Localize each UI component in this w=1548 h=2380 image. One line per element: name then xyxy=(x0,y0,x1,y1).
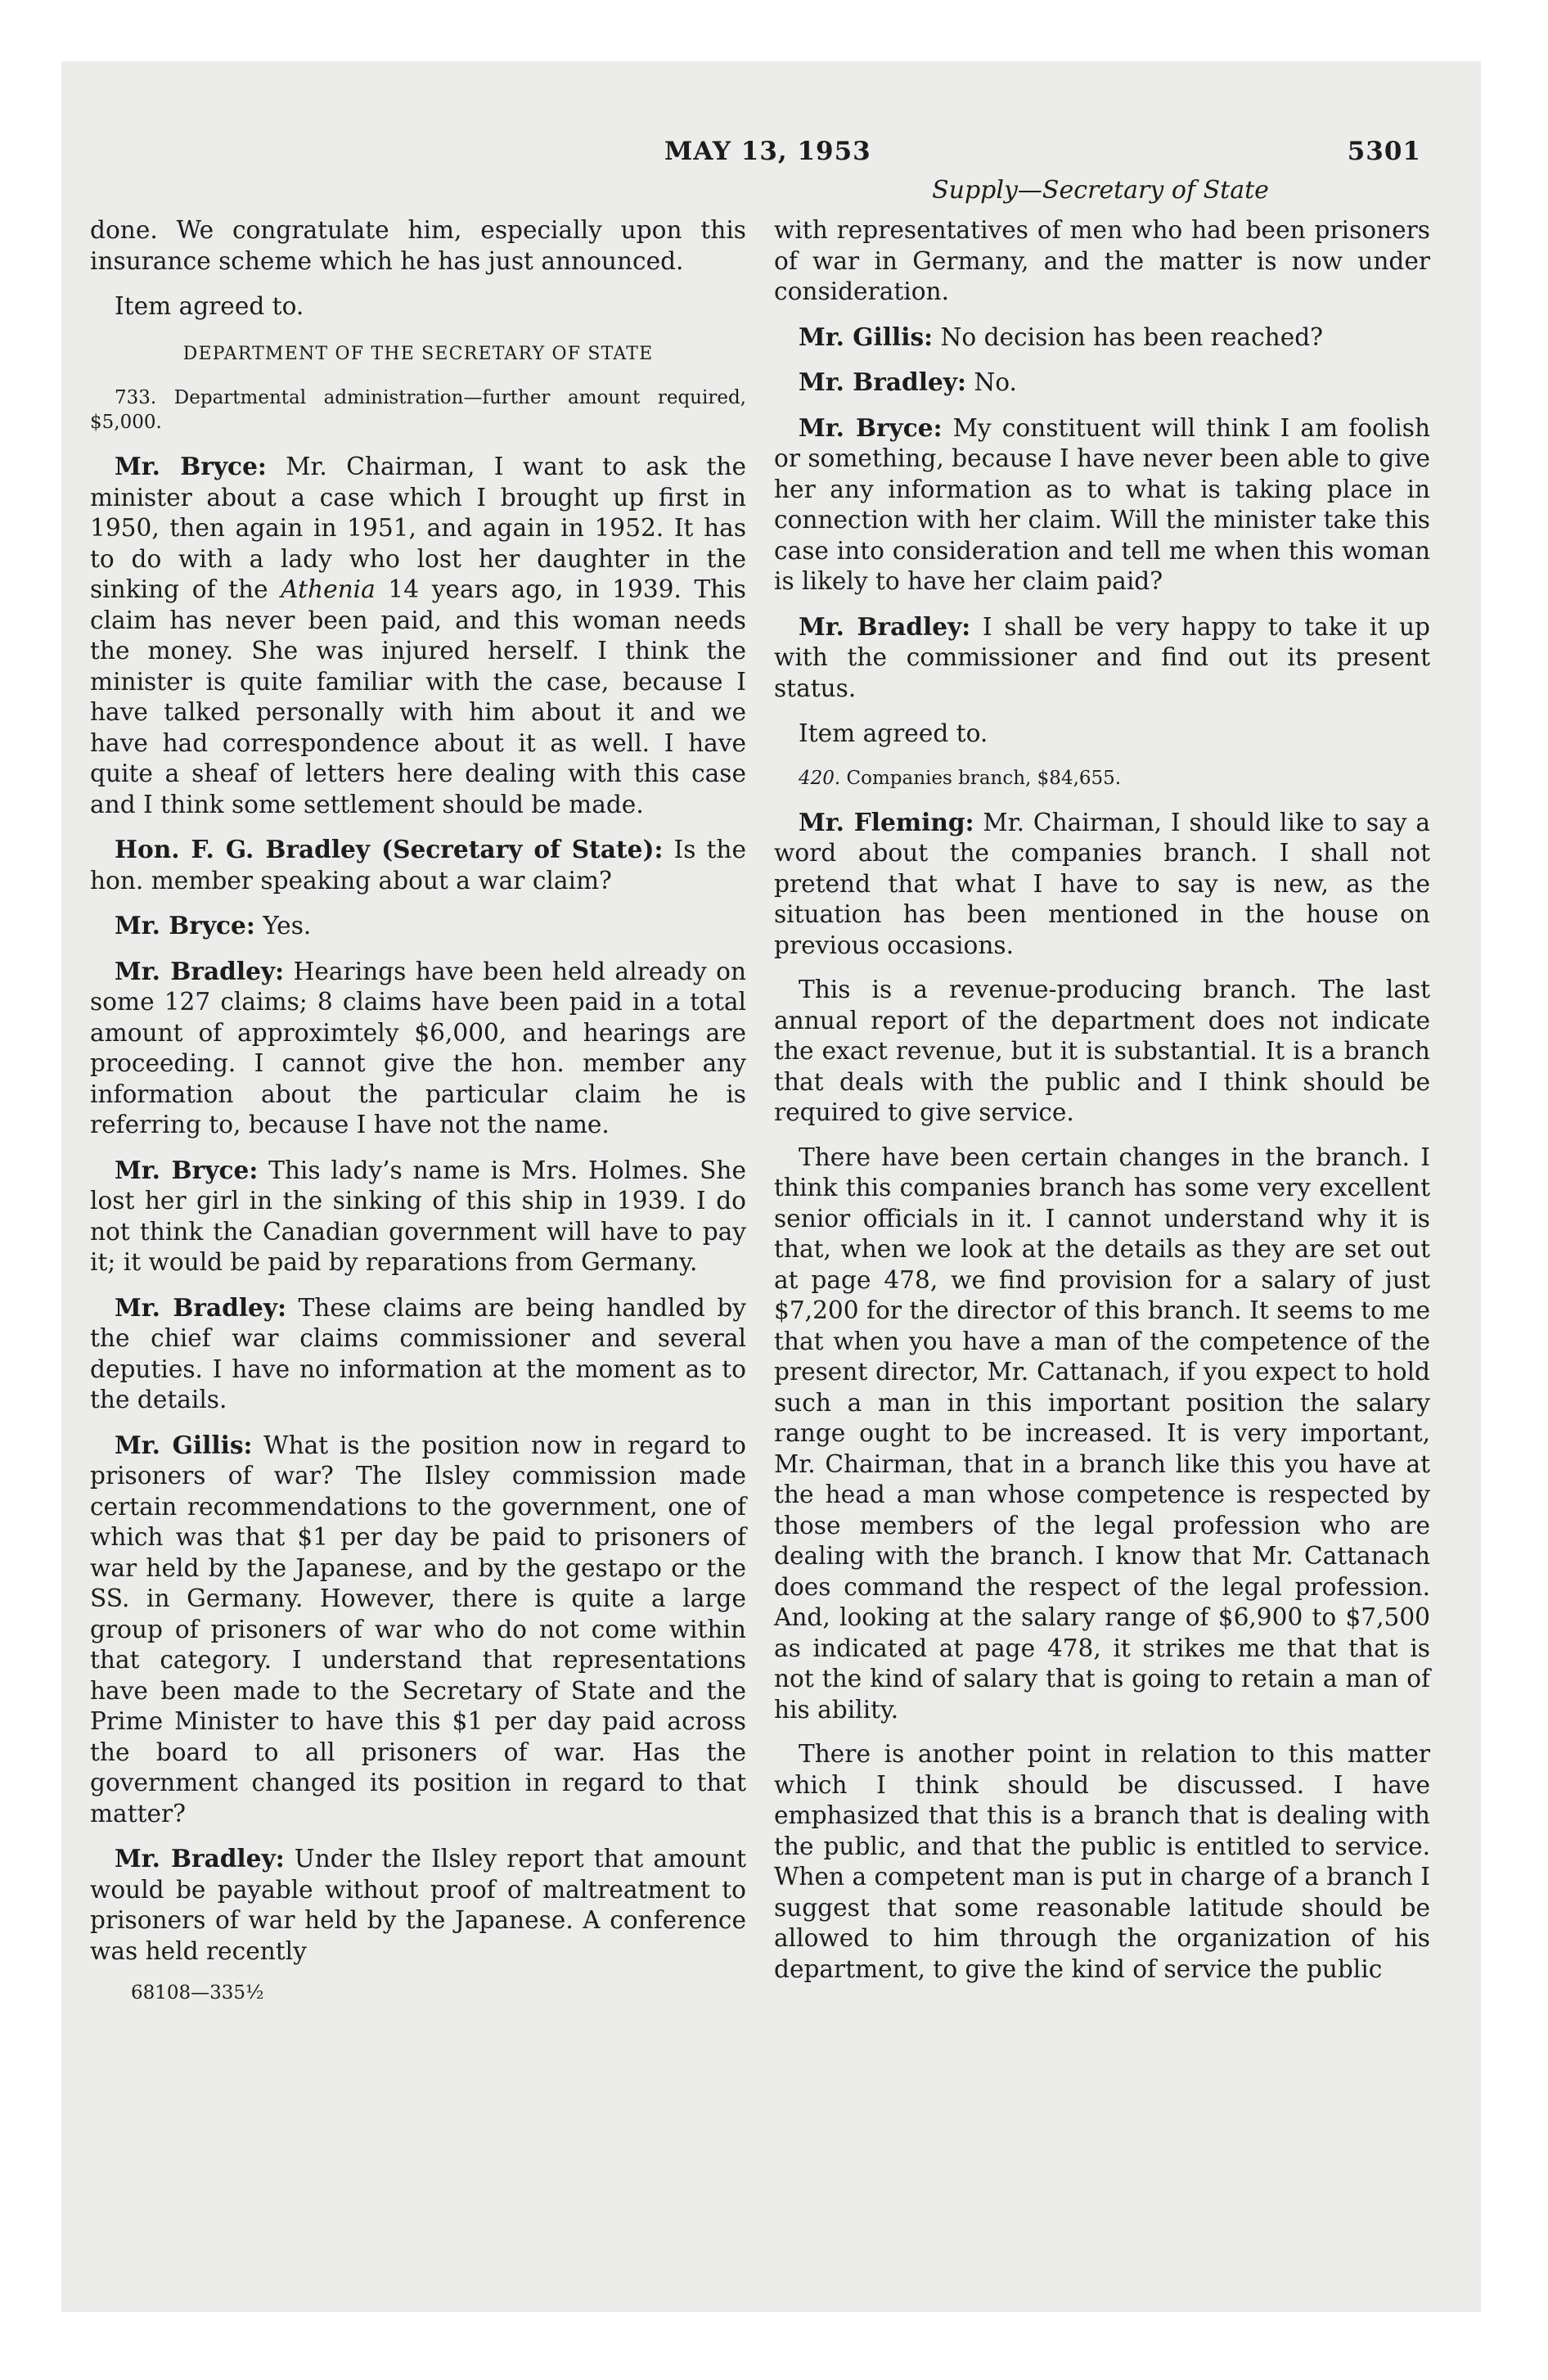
running-head: Supply—Secretary of State xyxy=(932,176,1269,205)
speaker-name: Mr. Bryce: xyxy=(115,1155,259,1184)
speech xyxy=(90,910,746,942)
speaker-name: Mr. Bradley: xyxy=(115,1844,285,1873)
speech xyxy=(90,834,746,896)
paragraph: There is another point in relation to this matter which I think should be discussed. I have emphasized that this is a branch that is dealing with the public, and that the public is entitled to service. When a competent man is put in charge of a branch I suggest that some reasonable latitude should be allowed to him through the organization of his department, to give the kind of service the public xyxy=(774,1740,1430,1983)
vote-item: 733. Departmental administration—further amount required, $5,000. xyxy=(90,387,746,433)
paragraph: This is a revenue-producing branch. The last annual report of the department does not indicate the exact revenue, but it is substantial. It is a branch that deals with the public and I think should be required to give service. xyxy=(774,976,1430,1126)
page-number: 5301 xyxy=(1347,137,1421,166)
page-header xyxy=(61,137,1481,178)
speech-text: My constituent will think I am foolish or something, because I have never been able to give her any information as to what is taking place in connection with her claim. Will the minister take this case into consideration and tell me when this woman is likely to have her claim paid? xyxy=(774,413,1430,595)
speech xyxy=(774,807,1430,962)
speaker-name: Hon. F. G. Bradley (Secretary of State): xyxy=(115,835,664,863)
speech-text: This lady’s name is Mrs. Holmes. She lost her girl in the sinking of this ship in 1939. I do not think the Canadian government will have to pay it; it would be paid by reparations from Germany. xyxy=(90,1156,747,1276)
ship-name: Athenia xyxy=(281,575,376,603)
speaker-name: Mr. Gillis: xyxy=(799,322,934,351)
speaker-name: Mr. Bradley: xyxy=(799,611,971,641)
speech xyxy=(774,412,1430,597)
speech xyxy=(90,1155,746,1278)
right-column xyxy=(774,215,1430,1999)
speech xyxy=(90,1292,746,1416)
item-agreed: Item agreed to. xyxy=(799,719,988,747)
paragraph: done. We congratulate him, especially upon this insurance scheme which he has just announced. xyxy=(90,216,746,275)
speech xyxy=(90,1843,746,1967)
paragraph: with representatives of men who had been prisoners of war in Germany, and the matter is now under consideration. xyxy=(774,216,1430,305)
speech xyxy=(90,451,746,820)
speaker-name: Mr. Fleming: xyxy=(799,807,974,836)
speaker-name: Mr. Bradley: xyxy=(115,956,285,985)
speaker-name: Mr. Bryce: xyxy=(115,911,255,940)
speech-text: Mr. Chairman, I want to ask the minister about a case which I brought up first in 1950, then again in 1951, and again in 1952. It has to do with a lady who lost her daughter in the sinking of the xyxy=(90,453,747,603)
speech-text: No decision has been reached? xyxy=(933,322,1324,351)
speech xyxy=(90,956,746,1141)
item-agreed: Item agreed to. xyxy=(115,292,304,320)
speech xyxy=(90,1430,746,1830)
speech-text: What is the position now in regard to prisoners of war? The Ilsley commission made certain recommendations to the government, one of which was that $1 per day be paid to prisoners of war held by the Japanese, and by the gestapo or the SS. in Germany. However, there is quite a large group of prisoners of war who do not come within that category. I understand that representations have been made to the Secretary of State and the Prime Minister to have this $1 per day paid across the board to all prisoners of war. Has the government changed its position in regard to that matter? xyxy=(90,1431,746,1828)
speaker-name: Mr. Gillis: xyxy=(115,1430,253,1459)
speech xyxy=(774,322,1430,354)
paragraph: There have been certain changes in the branch. I think this companies branch has some very excellent senior officials in it. I cannot understand why it is that, when we look at the details as they are set out at page 478, we find provision for a salary of just $7,200 for the director of this branch. It seems to me that when you have a man of the competence of the present director, Mr. Cattanach, if you expect to hold such a man in this important position the salary range ought to be increased. It is very important, Mr. Chairman, that in a branch like this you have at the head a man whose competence is respected by those members of the legal profession who are dealing with the branch. I know that Mr. Cattanach does command the respect of the legal profession. And, looking at the salary range of $6,900 to $7,500 as indicated at page 478, it strikes me that that is not the kind of salary that is going to retain a man of his ability. xyxy=(774,1143,1430,1724)
speech xyxy=(774,611,1430,705)
vote-text: Companies branch, $84,655. xyxy=(840,767,1122,789)
speech-text: Is the hon. member speaking about a war claim? xyxy=(90,836,746,895)
vote-number: 420. xyxy=(799,767,841,789)
speech-text: No. xyxy=(965,368,1017,396)
department-heading: DEPARTMENT OF THE SECRETARY OF STATE xyxy=(182,343,654,364)
page-scan xyxy=(61,61,1481,2312)
speaker-name: Mr. Bryce: xyxy=(799,412,943,442)
left-column xyxy=(90,215,746,1981)
speaker-name: Mr. Bradley: xyxy=(115,1292,287,1322)
printer-signature: 68108—335½ xyxy=(131,1982,264,2004)
speech-text: I shall be very happy to take it up with the commissioner and find out its present status. xyxy=(774,612,1430,702)
speech-text: Under the Ilsley report that amount would be payable without proof of maltreatment to prisoners of war held by the Japanese. A conference was held recently xyxy=(90,1845,746,1965)
speech xyxy=(774,367,1430,399)
header-date: MAY 13, 1953 xyxy=(664,137,871,166)
speaker-name: Mr. Bradley: xyxy=(799,367,966,396)
speech-text: Hearings have been held already on some 127 claims; 8 claims have been paid in a total amount of approximtely $6,000, and hearings are proceeding. I cannot give the hon. member any information about the particular claim he is referring to, because I have not the name. xyxy=(90,957,746,1138)
speech-text: Yes. xyxy=(254,912,312,940)
vote-item xyxy=(774,766,1430,791)
speaker-name: Mr. Bryce: xyxy=(115,452,267,480)
speech-text: Mr. Chairman, I should like to say a word about the companies branch. I shall not pretend that what I have to say is new, as the situation has been mentioned in the house on previous occasions. xyxy=(774,808,1430,959)
speech-text: These claims are being handled by the chief war claims commissioner and several deputies. I have no information at the moment as to the details. xyxy=(90,1293,747,1413)
speech-text: 14 years ago, in 1939. This claim has never been paid, and this woman needs the money. She was injured herself. I think the minister is quite familiar with the case, because I have talked personally with him about it and we have had correspondence about it as well. I have quite a sheaf of letters here dealing with this case and I think some settlement should be made. xyxy=(90,575,746,818)
